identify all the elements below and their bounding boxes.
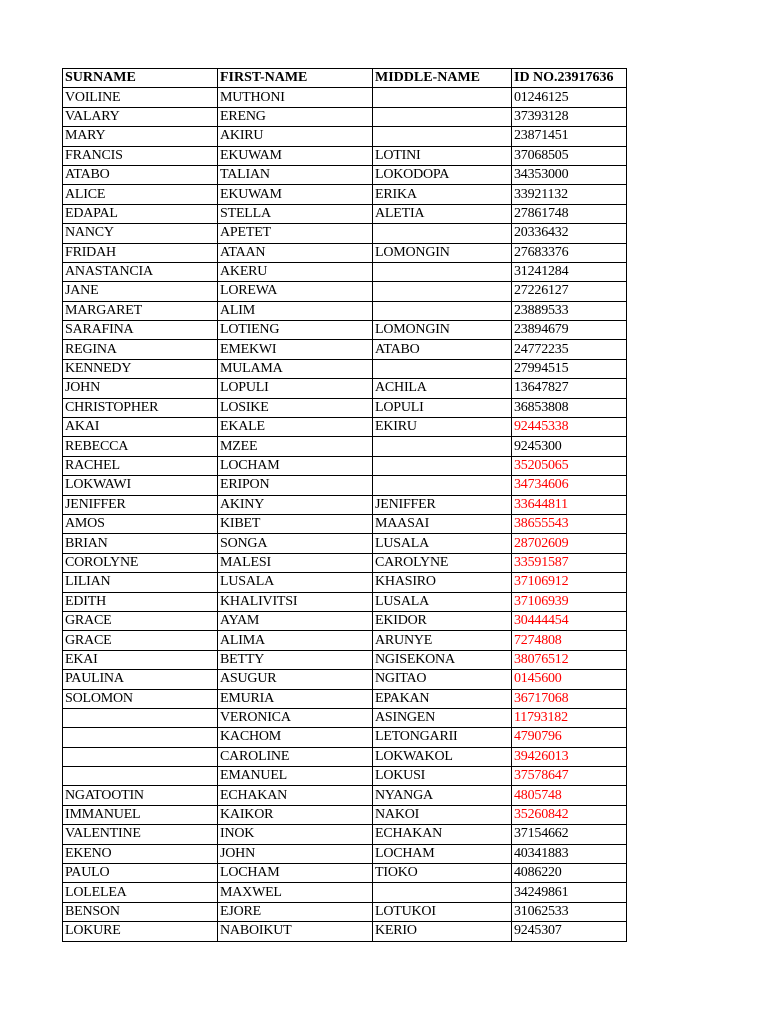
surname-cell: JOHN	[63, 379, 218, 398]
id-register-table	[62, 68, 627, 942]
id-number-cell: 31241284	[512, 262, 627, 281]
id-number-cell: 34249861	[512, 883, 627, 902]
middle-name-cell	[373, 301, 512, 320]
first-name-cell: EMURIA	[218, 689, 373, 708]
middle-name-cell: LOPULI	[373, 398, 512, 417]
surname-cell	[63, 708, 218, 727]
surname-cell: VALENTINE	[63, 825, 218, 844]
first-name-cell: TALIAN	[218, 165, 373, 184]
surname-cell: FRIDAH	[63, 243, 218, 262]
surname-cell: MARY	[63, 127, 218, 146]
id-number-cell: 4805748	[512, 786, 627, 805]
id-number-cell: 31062533	[512, 902, 627, 921]
first-name-cell: MZEE	[218, 437, 373, 456]
first-name-cell: KIBET	[218, 514, 373, 533]
table-row	[63, 825, 627, 844]
table-row	[63, 573, 627, 592]
first-name-cell: LOPULI	[218, 379, 373, 398]
table-row	[63, 185, 627, 204]
id-number-cell: 35260842	[512, 805, 627, 824]
first-name-cell: KACHOM	[218, 728, 373, 747]
id-number-cell: 7274808	[512, 631, 627, 650]
first-name-cell: KAIKOR	[218, 805, 373, 824]
surname-cell: FRANCIS	[63, 146, 218, 165]
id-number-cell: 37154662	[512, 825, 627, 844]
surname-cell: LILIAN	[63, 573, 218, 592]
surname-cell	[63, 767, 218, 786]
table-row	[63, 514, 627, 533]
id-number-cell: 36717068	[512, 689, 627, 708]
table-row	[63, 127, 627, 146]
first-name-cell: LOSIKE	[218, 398, 373, 417]
id-number-cell: 01246125	[512, 88, 627, 107]
id-number-cell: 39426013	[512, 747, 627, 766]
middle-name-cell: ALETIA	[373, 204, 512, 223]
surname-cell: ALICE	[63, 185, 218, 204]
id-number-cell: 11793182	[512, 708, 627, 727]
table-body	[63, 88, 627, 941]
surname-cell: EKAI	[63, 650, 218, 669]
table-row	[63, 786, 627, 805]
middle-name-cell	[373, 883, 512, 902]
first-name-cell: MUTHONI	[218, 88, 373, 107]
id-number-cell: 37106939	[512, 592, 627, 611]
id-number-cell: 37578647	[512, 767, 627, 786]
first-name-cell: ATAAN	[218, 243, 373, 262]
table-row	[63, 767, 627, 786]
first-name-cell: KHALIVITSI	[218, 592, 373, 611]
surname-cell: EDAPAL	[63, 204, 218, 223]
middle-name-cell: CAROLYNE	[373, 553, 512, 572]
middle-name-cell: NAKOI	[373, 805, 512, 824]
id-number-cell: 0145600	[512, 670, 627, 689]
surname-cell: GRACE	[63, 631, 218, 650]
first-name-cell: LOCHAM	[218, 456, 373, 475]
header-row	[63, 69, 627, 88]
middle-name-cell: ATABO	[373, 340, 512, 359]
surname-cell: IMMANUEL	[63, 805, 218, 824]
table-row	[63, 592, 627, 611]
middle-name-cell: ARUNYE	[373, 631, 512, 650]
id-number-cell: 40341883	[512, 844, 627, 863]
first-name-cell: MALESI	[218, 553, 373, 572]
id-number-cell: 4086220	[512, 864, 627, 883]
id-number-cell: 33921132	[512, 185, 627, 204]
table-row	[63, 534, 627, 553]
first-name-cell: BETTY	[218, 650, 373, 669]
middle-name-cell: LOMONGIN	[373, 243, 512, 262]
id-number-cell: 27683376	[512, 243, 627, 262]
surname-cell: BENSON	[63, 902, 218, 921]
first-name-cell: ERIPON	[218, 476, 373, 495]
id-number-cell: 30444454	[512, 611, 627, 630]
table-row	[63, 495, 627, 514]
id-number-cell: 23871451	[512, 127, 627, 146]
middle-name-cell: ASINGEN	[373, 708, 512, 727]
surname-cell: ATABO	[63, 165, 218, 184]
middle-name-cell: EKIRU	[373, 418, 512, 437]
surname-cell: JENIFFER	[63, 495, 218, 514]
surname-cell: SOLOMON	[63, 689, 218, 708]
surname-header: SURNAME	[63, 69, 218, 88]
surname-cell: AKAI	[63, 418, 218, 437]
surname-cell: ANASTANCIA	[63, 262, 218, 281]
first-name-cell: AKIRU	[218, 127, 373, 146]
surname-cell: LOKURE	[63, 922, 218, 941]
first-name-cell: MAXWEL	[218, 883, 373, 902]
first-name-cell: LOTIENG	[218, 321, 373, 340]
table-row	[63, 476, 627, 495]
first-name-cell: INOK	[218, 825, 373, 844]
table-row	[63, 631, 627, 650]
table-row	[63, 398, 627, 417]
middle-name-cell: LOTINI	[373, 146, 512, 165]
first-name-cell: EKUWAM	[218, 146, 373, 165]
table-row	[63, 262, 627, 281]
middle-name-header: MIDDLE-NAME	[373, 69, 512, 88]
first-name-cell: AKINY	[218, 495, 373, 514]
middle-name-cell: JENIFFER	[373, 495, 512, 514]
middle-name-cell	[373, 456, 512, 475]
middle-name-cell: LOKUSI	[373, 767, 512, 786]
first-name-cell: LUSALA	[218, 573, 373, 592]
first-name-cell: APETET	[218, 224, 373, 243]
table-row	[63, 165, 627, 184]
id-number-cell: 27994515	[512, 359, 627, 378]
table-row	[63, 107, 627, 126]
surname-cell: NGATOOTIN	[63, 786, 218, 805]
surname-cell: SARAFINA	[63, 321, 218, 340]
id-number-cell: 37106912	[512, 573, 627, 592]
table-row	[63, 650, 627, 669]
middle-name-cell: EKIDOR	[373, 611, 512, 630]
table-row	[63, 747, 627, 766]
first-name-cell: EJORE	[218, 902, 373, 921]
surname-cell: LOLELEA	[63, 883, 218, 902]
first-name-cell: JOHN	[218, 844, 373, 863]
first-name-cell: EKUWAM	[218, 185, 373, 204]
id-number-cell: 35205065	[512, 456, 627, 475]
table-row	[63, 728, 627, 747]
table-row	[63, 902, 627, 921]
table-row	[63, 282, 627, 301]
id-number-cell: 33591587	[512, 553, 627, 572]
middle-name-cell: LUSALA	[373, 534, 512, 553]
surname-cell: REGINA	[63, 340, 218, 359]
id-number-cell: 27861748	[512, 204, 627, 223]
middle-name-cell: NYANGA	[373, 786, 512, 805]
surname-cell: RACHEL	[63, 456, 218, 475]
id-number-cell: 20336432	[512, 224, 627, 243]
id-number-cell: 34353000	[512, 165, 627, 184]
table-row	[63, 340, 627, 359]
id-number-cell: 34734606	[512, 476, 627, 495]
table-row	[63, 379, 627, 398]
middle-name-cell: LOMONGIN	[373, 321, 512, 340]
table-row	[63, 864, 627, 883]
id-number-cell: 38655543	[512, 514, 627, 533]
surname-cell: VOILINE	[63, 88, 218, 107]
id-number-cell: 37068505	[512, 146, 627, 165]
first-name-cell: ASUGUR	[218, 670, 373, 689]
table-row	[63, 883, 627, 902]
middle-name-cell	[373, 282, 512, 301]
surname-cell: GRACE	[63, 611, 218, 630]
id-number-cell: 36853808	[512, 398, 627, 417]
table-row	[63, 418, 627, 437]
table-row	[63, 708, 627, 727]
middle-name-cell	[373, 224, 512, 243]
middle-name-cell: ECHAKAN	[373, 825, 512, 844]
first-name-cell: EMEKWI	[218, 340, 373, 359]
middle-name-cell	[373, 437, 512, 456]
id-number-cell: 13647827	[512, 379, 627, 398]
surname-cell	[63, 728, 218, 747]
surname-cell: PAULINA	[63, 670, 218, 689]
middle-name-cell: KERIO	[373, 922, 512, 941]
table-row	[63, 88, 627, 107]
surname-cell: COROLYNE	[63, 553, 218, 572]
surname-cell	[63, 747, 218, 766]
surname-cell: AMOS	[63, 514, 218, 533]
table-row	[63, 301, 627, 320]
first-name-cell: AYAM	[218, 611, 373, 630]
middle-name-cell: NGISEKONA	[373, 650, 512, 669]
surname-cell: MARGARET	[63, 301, 218, 320]
table-row	[63, 805, 627, 824]
table-row	[63, 224, 627, 243]
surname-cell: EKENO	[63, 844, 218, 863]
middle-name-cell: TIOKO	[373, 864, 512, 883]
first-name-cell: STELLA	[218, 204, 373, 223]
id-number-cell: 24772235	[512, 340, 627, 359]
table-row	[63, 689, 627, 708]
middle-name-cell: LOTUKOI	[373, 902, 512, 921]
first-name-cell: LOREWA	[218, 282, 373, 301]
table-row	[63, 146, 627, 165]
surname-cell: LOKWAWI	[63, 476, 218, 495]
id-number-cell: 9245307	[512, 922, 627, 941]
id-number-cell: 23889533	[512, 301, 627, 320]
middle-name-cell: LUSALA	[373, 592, 512, 611]
surname-cell: JANE	[63, 282, 218, 301]
middle-name-cell: ACHILA	[373, 379, 512, 398]
surname-cell: PAULO	[63, 864, 218, 883]
surname-cell: VALARY	[63, 107, 218, 126]
first-name-cell: AKERU	[218, 262, 373, 281]
table-row	[63, 243, 627, 262]
id-number-cell: 4790796	[512, 728, 627, 747]
table-row	[63, 553, 627, 572]
middle-name-cell	[373, 262, 512, 281]
middle-name-cell	[373, 127, 512, 146]
middle-name-cell: MAASAI	[373, 514, 512, 533]
first-name-header: FIRST-NAME	[218, 69, 373, 88]
table-row	[63, 844, 627, 863]
id-number-cell: 37393128	[512, 107, 627, 126]
first-name-cell: VERONICA	[218, 708, 373, 727]
table-row	[63, 611, 627, 630]
id-number-cell: 27226127	[512, 282, 627, 301]
id-number-cell: 38076512	[512, 650, 627, 669]
surname-cell: BRIAN	[63, 534, 218, 553]
middle-name-cell: LOKWAKOL	[373, 747, 512, 766]
id-number-cell: 9245300	[512, 437, 627, 456]
first-name-cell: ALIM	[218, 301, 373, 320]
id-number-cell: 92445338	[512, 418, 627, 437]
middle-name-cell	[373, 476, 512, 495]
middle-name-cell: LETONGARII	[373, 728, 512, 747]
first-name-cell: LOCHAM	[218, 864, 373, 883]
table-row	[63, 670, 627, 689]
middle-name-cell	[373, 88, 512, 107]
surname-cell: REBECCA	[63, 437, 218, 456]
table-row	[63, 437, 627, 456]
table-row	[63, 456, 627, 475]
id-number-cell: 28702609	[512, 534, 627, 553]
first-name-cell: CAROLINE	[218, 747, 373, 766]
table-row	[63, 204, 627, 223]
id-number-cell: 23894679	[512, 321, 627, 340]
middle-name-cell	[373, 107, 512, 126]
middle-name-cell: ERIKA	[373, 185, 512, 204]
table-row	[63, 359, 627, 378]
table-row	[63, 922, 627, 941]
first-name-cell: EMANUEL	[218, 767, 373, 786]
surname-cell: EDITH	[63, 592, 218, 611]
first-name-cell: ALIMA	[218, 631, 373, 650]
middle-name-cell: NGITAO	[373, 670, 512, 689]
first-name-cell: NABOIKUT	[218, 922, 373, 941]
table-row	[63, 321, 627, 340]
middle-name-cell: LOCHAM	[373, 844, 512, 863]
middle-name-cell	[373, 359, 512, 378]
surname-cell: NANCY	[63, 224, 218, 243]
id-number-header: ID NO.23917636	[512, 69, 627, 88]
middle-name-cell: LOKODOPA	[373, 165, 512, 184]
first-name-cell: ERENG	[218, 107, 373, 126]
first-name-cell: SONGA	[218, 534, 373, 553]
id-number-cell: 33644811	[512, 495, 627, 514]
surname-cell: KENNEDY	[63, 359, 218, 378]
surname-cell: CHRISTOPHER	[63, 398, 218, 417]
first-name-cell: ECHAKAN	[218, 786, 373, 805]
middle-name-cell: EPAKAN	[373, 689, 512, 708]
first-name-cell: MULAMA	[218, 359, 373, 378]
first-name-cell: EKALE	[218, 418, 373, 437]
middle-name-cell: KHASIRO	[373, 573, 512, 592]
